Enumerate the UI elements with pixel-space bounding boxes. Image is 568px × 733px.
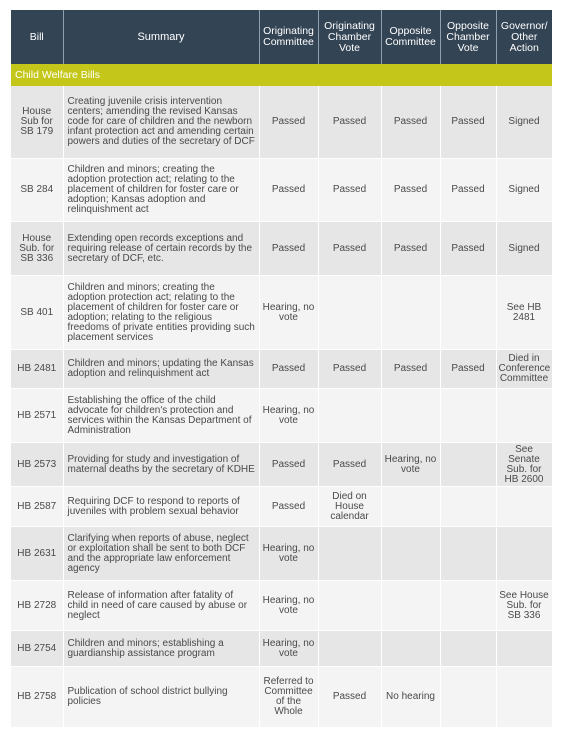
- originating-chamber-vote-cell: Passed: [318, 667, 381, 728]
- header-opposite-chamber-vote: Opposite Chamber Vote: [440, 10, 496, 64]
- bill-cell: HB 2631: [11, 527, 63, 581]
- governor-action-cell: Signed: [496, 159, 552, 222]
- table-row: [11, 159, 552, 222]
- originating-chamber-vote-cell: Passed: [318, 222, 381, 276]
- bill-cell: HB 2587: [11, 487, 63, 527]
- summary-cell: Clarifying when reports of abuse, neglect or exploitation shall be sent to both DCF and the appropriate law enforcement agency: [63, 527, 259, 581]
- originating-committee-cell: Passed: [259, 350, 318, 389]
- opposite-committee-cell: Passed: [381, 86, 440, 159]
- governor-action-cell: [496, 487, 552, 527]
- bill-cell: HB 2573: [11, 443, 63, 487]
- table-row: [11, 222, 552, 276]
- opposite-chamber-vote-cell: [440, 487, 496, 527]
- bill-cell: HB 2571: [11, 389, 63, 443]
- originating-committee-cell: Hearing, no vote: [259, 631, 318, 667]
- governor-action-cell: [496, 631, 552, 667]
- opposite-committee-cell: Passed: [381, 350, 440, 389]
- opposite-chamber-vote-cell: [440, 527, 496, 581]
- governor-action-cell: See HB 2481: [496, 276, 552, 350]
- originating-chamber-vote-cell: [318, 276, 381, 350]
- originating-chamber-vote-cell: Passed: [318, 159, 381, 222]
- header-summary: Summary: [63, 10, 259, 64]
- opposite-committee-cell: [381, 276, 440, 350]
- governor-action-cell: Died in Conference Committee: [496, 350, 552, 389]
- governor-action-cell: [496, 527, 552, 581]
- summary-cell: Release of information after fatality of child in need of care caused by abuse or neglect: [63, 581, 259, 631]
- opposite-committee-cell: [381, 527, 440, 581]
- summary-cell: Extending open records exceptions and requiring release of certain records by the secretary of DCF, etc.: [63, 222, 259, 276]
- originating-committee-cell: Passed: [259, 86, 318, 159]
- governor-action-cell: Signed: [496, 86, 552, 159]
- section-title: Child Welfare Bills: [11, 64, 552, 86]
- table-row: [11, 581, 552, 631]
- opposite-chamber-vote-cell: [440, 581, 496, 631]
- table-row: [11, 527, 552, 581]
- opposite-committee-cell: [381, 631, 440, 667]
- originating-chamber-vote-cell: Died on House calendar: [318, 487, 381, 527]
- table-row: [11, 86, 552, 159]
- header-originating-chamber-vote: Originating Chamber Vote: [318, 10, 381, 64]
- opposite-chamber-vote-cell: [440, 389, 496, 443]
- opposite-committee-cell: Hearing, no vote: [381, 443, 440, 487]
- opposite-committee-cell: [381, 389, 440, 443]
- table-row: [11, 667, 552, 728]
- originating-chamber-vote-cell: [318, 527, 381, 581]
- governor-action-cell: See House Sub. for SB 336: [496, 581, 552, 631]
- governor-action-cell: [496, 667, 552, 728]
- summary-cell: Children and minors; establishing a guardianship assistance program: [63, 631, 259, 667]
- opposite-committee-cell: [381, 581, 440, 631]
- table-row: [11, 631, 552, 667]
- bills-table: [11, 10, 553, 728]
- table-row: [11, 350, 552, 389]
- bill-cell: SB 401: [11, 276, 63, 350]
- originating-committee-cell: Hearing, no vote: [259, 276, 318, 350]
- governor-action-cell: See Senate Sub. for HB 2600: [496, 443, 552, 487]
- header-row: [11, 10, 552, 64]
- summary-cell: Children and minors; creating the adoption protection act; relating to the placement of children for foster care or adoption; Kansas adoption and relinquishment act: [63, 159, 259, 222]
- originating-chamber-vote-cell: [318, 631, 381, 667]
- opposite-chamber-vote-cell: [440, 276, 496, 350]
- originating-committee-cell: Passed: [259, 443, 318, 487]
- originating-committee-cell: Passed: [259, 159, 318, 222]
- table-row: [11, 276, 552, 350]
- opposite-chamber-vote-cell: Passed: [440, 86, 496, 159]
- bill-cell: House Sub for SB 179: [11, 86, 63, 159]
- bill-cell: SB 284: [11, 159, 63, 222]
- table-row: [11, 443, 552, 487]
- summary-cell: Establishing the office of the child advocate for children's protection and services within the Kansas Department of Administration: [63, 389, 259, 443]
- summary-cell: Creating juvenile crisis intervention centers; amending the revised Kansas code for care of children and the newborn infant protection act and amending certain powers and duties of the secretary of DCF: [63, 86, 259, 159]
- summary-cell: Providing for study and investigation of maternal deaths by the secretary of KDHE: [63, 443, 259, 487]
- bill-cell: HB 2728: [11, 581, 63, 631]
- header-originating-committee: Originating Committee: [259, 10, 318, 64]
- bill-cell: HB 2758: [11, 667, 63, 728]
- originating-chamber-vote-cell: Passed: [318, 86, 381, 159]
- summary-cell: Publication of school district bullying policies: [63, 667, 259, 728]
- opposite-chamber-vote-cell: Passed: [440, 222, 496, 276]
- opposite-chamber-vote-cell: Passed: [440, 159, 496, 222]
- opposite-committee-cell: No hearing: [381, 667, 440, 728]
- opposite-committee-cell: Passed: [381, 222, 440, 276]
- header-opposite-committee: Opposite Committee: [381, 10, 440, 64]
- originating-committee-cell: Hearing, no vote: [259, 389, 318, 443]
- originating-chamber-vote-cell: [318, 389, 381, 443]
- originating-committee-cell: Passed: [259, 487, 318, 527]
- opposite-chamber-vote-cell: Passed: [440, 350, 496, 389]
- summary-cell: Children and minors; creating the adoption protection act; relating to the placement of children for foster care or adoption; relating to the religious freedoms of private entities providing such placement services: [63, 276, 259, 350]
- table-row: [11, 389, 552, 443]
- originating-committee-cell: Hearing, no vote: [259, 581, 318, 631]
- section-row: [11, 64, 552, 86]
- originating-chamber-vote-cell: Passed: [318, 350, 381, 389]
- header-bill: Bill: [11, 10, 63, 64]
- table-row: [11, 487, 552, 527]
- opposite-chamber-vote-cell: [440, 667, 496, 728]
- governor-action-cell: Signed: [496, 222, 552, 276]
- summary-cell: Requiring DCF to respond to reports of juveniles with problem sexual behavior: [63, 487, 259, 527]
- summary-cell: Children and minors; updating the Kansas adoption and relinquishment act: [63, 350, 259, 389]
- bill-cell: House Sub. for SB 336: [11, 222, 63, 276]
- bill-cell: HB 2481: [11, 350, 63, 389]
- opposite-chamber-vote-cell: [440, 443, 496, 487]
- bill-cell: HB 2754: [11, 631, 63, 667]
- originating-committee-cell: Referred to Committee of the Whole: [259, 667, 318, 728]
- originating-chamber-vote-cell: Passed: [318, 443, 381, 487]
- opposite-committee-cell: Passed: [381, 159, 440, 222]
- opposite-chamber-vote-cell: [440, 631, 496, 667]
- opposite-committee-cell: [381, 487, 440, 527]
- originating-committee-cell: Hearing, no vote: [259, 527, 318, 581]
- header-governor-action: Governor/ Other Action: [496, 10, 552, 64]
- governor-action-cell: [496, 389, 552, 443]
- originating-committee-cell: Passed: [259, 222, 318, 276]
- originating-chamber-vote-cell: [318, 581, 381, 631]
